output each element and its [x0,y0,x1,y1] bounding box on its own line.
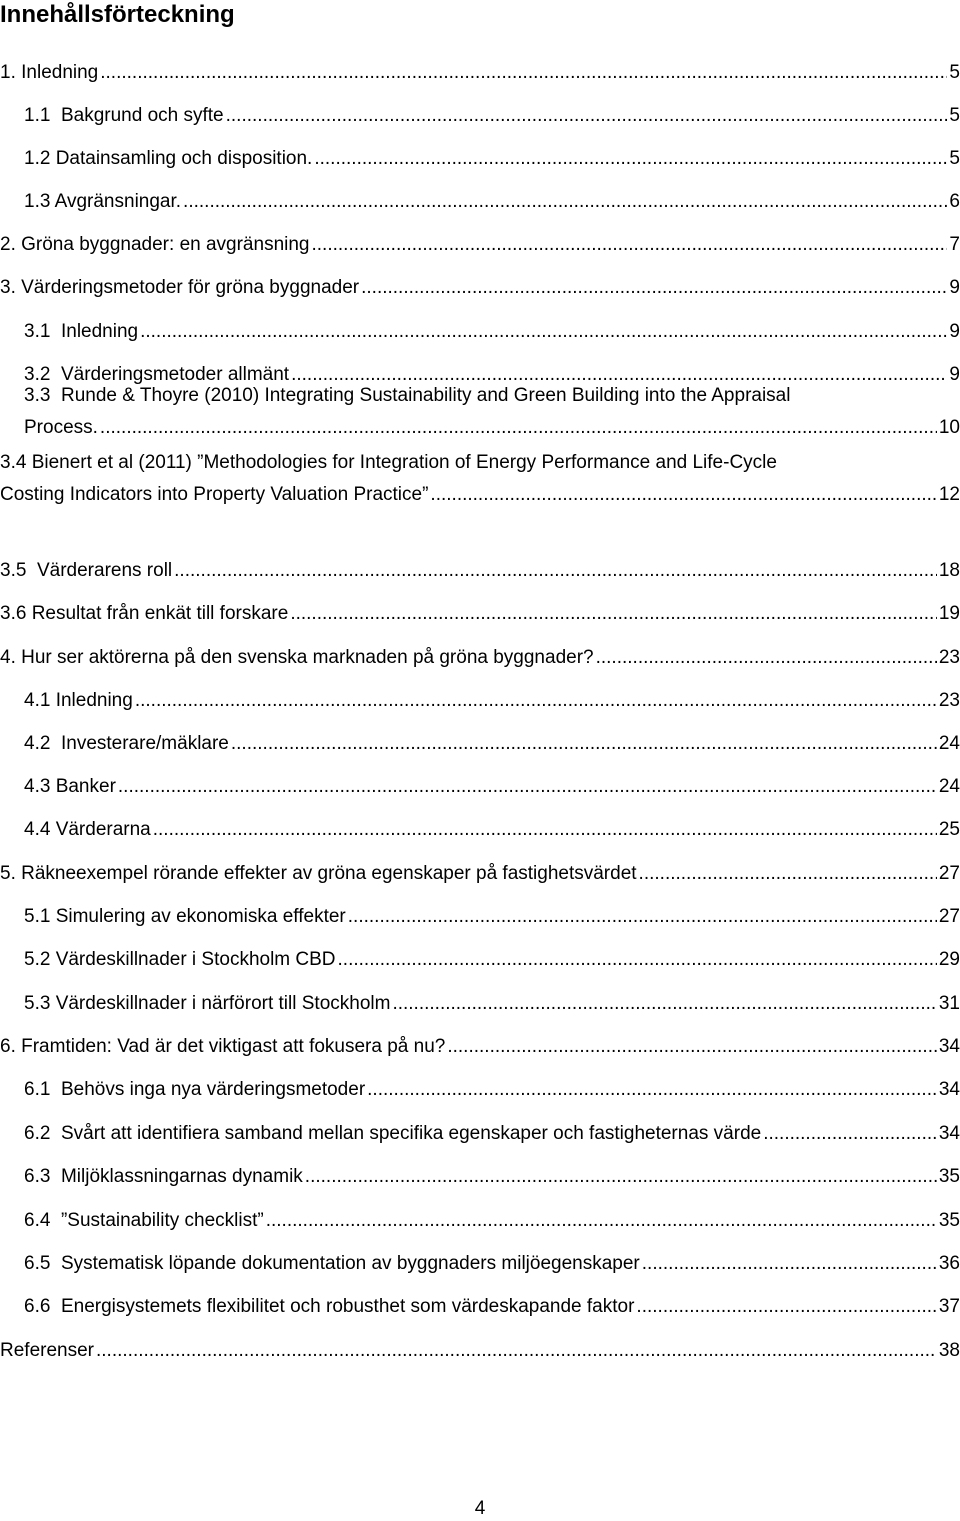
toc-entry-page: 9 [949,277,960,298]
dot-leader [361,272,947,304]
toc-entry-title: 1. Inledning [0,62,99,83]
dot-leader [96,1335,937,1367]
toc-entry-title: 3.5 Värderarens roll [0,560,173,581]
dot-leader [153,814,937,846]
toc-entry-title: Referenser [0,1340,94,1361]
toc-entry-page: 23 [938,647,960,668]
toc-entry-title: 3.6 Resultat från enkät till forskare [0,603,289,624]
toc-entry-page: 34 [938,1036,960,1057]
dot-leader [140,316,947,348]
toc-entry[interactable] [0,944,960,976]
toc-entry-page: 37 [938,1296,960,1317]
toc-entry[interactable] [0,685,960,717]
dot-leader [174,555,937,587]
dot-leader [348,901,937,933]
toc-entry-title: 4. Hur ser aktörerna på den svenska marknaden på gröna byggnader? [0,647,594,668]
dot-leader [100,57,947,89]
toc-entry[interactable] [0,728,960,760]
dot-leader [642,1248,937,1280]
toc-entry-page: 10 [938,417,960,438]
toc-entry[interactable] [0,57,960,89]
dot-leader [314,143,947,175]
dot-leader [636,1291,936,1323]
page-number: 4 [474,1498,486,1519]
toc-entry-title: Process. [24,417,98,438]
toc-entry-page: 23 [938,690,960,711]
toc-entry[interactable] [0,380,960,444]
toc-entry-page: 27 [938,863,960,884]
dot-leader [290,598,937,630]
toc-entry-title: 6.5 Systematisk löpande dokumentation av byggnaders miljöegenskaper [24,1253,640,1274]
toc-entry[interactable] [0,555,960,587]
dot-leader [118,771,937,803]
dot-leader [100,412,937,444]
toc-entry-page: 24 [938,776,960,797]
toc-entry[interactable] [0,447,960,511]
toc-entry-page: 7 [949,234,960,255]
toc-entry-title: 6. Framtiden: Vad är det viktigast att fokusera på nu? [0,1036,446,1057]
toc-entry[interactable] [0,771,960,803]
toc-entry-page: 5 [949,105,960,126]
toc-entry-title-line: 3.4 Bienert et al (2011) ”Methodologies for Integration of Energy Performance and Life-Cycle [0,452,777,473]
toc-entry-page: 5 [949,148,960,169]
toc-entry[interactable] [0,100,960,132]
toc-entry-title: 6.2 Svårt att identifiera samband mellan specifika egenskaper och fastigheternas värde [24,1123,762,1144]
dot-leader [183,186,947,218]
toc-entry[interactable] [0,1161,960,1193]
toc-entry-page: 5 [949,62,960,83]
toc-entry-page: 18 [938,560,960,581]
toc-entry-title: 4.2 Investerare/mäklare [24,733,229,754]
toc-entry-title: 6.3 Miljöklassningarnas dynamik [24,1166,303,1187]
toc-entry-title: 4.3 Banker [24,776,116,797]
dot-leader [266,1205,937,1237]
dot-leader [367,1074,937,1106]
toc-entry[interactable] [0,1118,960,1150]
toc-entry[interactable] [0,316,960,348]
toc-entry-title: 2. Gröna byggnader: en avgränsning [0,234,310,255]
toc-entry-page: 27 [938,906,960,927]
toc-entry-title: 3.1 Inledning [24,321,139,342]
dot-leader [392,988,936,1020]
toc-entry[interactable] [0,272,960,304]
toc-entry[interactable] [0,1074,960,1106]
dot-leader [231,728,937,760]
toc-entry-page: 35 [938,1210,960,1231]
toc-entry-page: 9 [949,364,960,385]
toc-entry-page: 19 [938,603,960,624]
toc-entry-page: 34 [938,1123,960,1144]
toc-entry-title: 5.2 Värdeskillnader i Stockholm CBD [24,949,336,970]
toc-entry-page: 34 [938,1079,960,1100]
toc-entry[interactable] [0,1291,960,1323]
toc-entry[interactable] [0,1031,960,1063]
toc-entry-page: 6 [949,191,960,212]
toc-entry-page: 38 [938,1340,960,1361]
toc-entry-page: 29 [938,949,960,970]
dot-leader [135,685,937,717]
dot-leader [763,1118,937,1150]
toc-entry-title: 4.4 Värderarna [24,819,151,840]
toc-entry-page: 25 [938,819,960,840]
toc-entry[interactable] [0,858,960,890]
dot-leader [312,229,948,261]
toc-entry[interactable] [0,988,960,1020]
toc-entry[interactable] [0,143,960,175]
toc-entry-title: 1.1 Bakgrund och syfte [24,105,224,126]
toc-entry-title: 6.6 Energisystemets flexibilitet och robusthet som värdeskapande faktor [24,1296,635,1317]
toc-entry-title: 1.2 Datainsamling och disposition. [24,148,313,169]
toc-entry-title: 6.4 ”Sustainability checklist” [24,1210,264,1231]
toc-entry-page: 12 [938,484,960,505]
toc-entry[interactable] [0,598,960,630]
toc-entry-title: 4.1 Inledning [24,690,133,711]
dot-leader [226,100,948,132]
toc-entry-title: 5. Räkneexempel rörande effekter av gröna egenskaper på fastighetsvärdet [0,863,637,884]
dot-leader [639,858,937,890]
toc-entry-title: Costing Indicators into Property Valuation Practice” [0,484,429,505]
toc-entry-page: 35 [938,1166,960,1187]
toc-entry-page: 24 [938,733,960,754]
toc-entry-title: 1.3 Avgränsningar. [24,191,182,212]
toc-entry-page: 36 [938,1253,960,1274]
toc-entry-title: 3.2 Värderingsmetoder allmänt [24,364,290,385]
dot-leader [430,479,936,511]
toc-entry-title: 5.3 Värdeskillnader i närförort till Stockholm [24,993,391,1014]
toc-entry[interactable] [0,901,960,933]
toc-entry-title-line: 3.3 Runde & Thoyre (2010) Integrating Sustainability and Green Building into the Appraisal [24,385,791,406]
toc-entry[interactable] [0,229,960,261]
toc-entry[interactable] [0,186,960,218]
toc-entry-title: 3. Värderingsmetoder för gröna byggnader [0,277,360,298]
toc-entry-page: 9 [949,321,960,342]
toc-entry-title: 6.1 Behövs inga nya värderingsmetoder [24,1079,366,1100]
dot-leader [305,1161,937,1193]
dot-leader [447,1031,937,1063]
toc-entry[interactable] [0,1335,960,1367]
toc-entry[interactable] [0,1248,960,1280]
toc-entry[interactable] [0,1205,960,1237]
toc-entry[interactable] [0,814,960,846]
page-title: Innehållsförteckning [0,1,235,28]
toc-entry[interactable] [0,642,960,674]
toc-entry-page: 31 [938,993,960,1014]
dot-leader [338,944,937,976]
toc-entry-title: 5.1 Simulering av ekonomiska effekter [24,906,346,927]
dot-leader [596,642,937,674]
